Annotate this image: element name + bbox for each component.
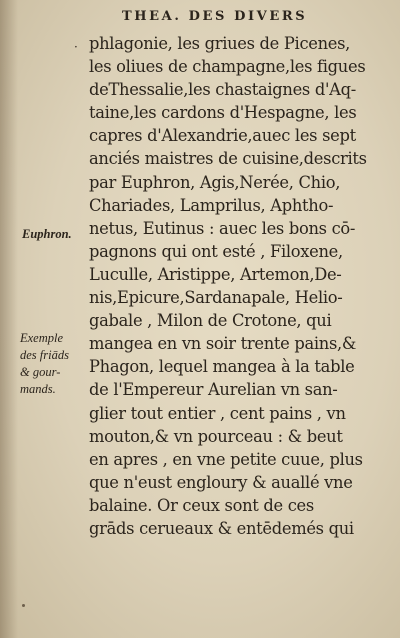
text-line: mangea en vn soir trente pains,& (89, 334, 357, 354)
text-line: gabale , Milon de Crotone, qui (89, 311, 332, 331)
text-line: Luculle, Aristippe, Artemon,De- (89, 264, 342, 284)
text-line: Phagon, lequel mangea à la table (89, 357, 355, 377)
paper-speck (22, 604, 25, 607)
text-line: capres d'Alexandrie,auec les sept (89, 126, 356, 146)
margin-note-line: des friāds (20, 348, 69, 362)
text-line: grāds cerueaux & entēdemés qui (89, 518, 354, 538)
text-line: les oliues de champagne,les figues (89, 57, 366, 77)
margin-note-line: & gour- (20, 365, 61, 379)
text-line: glier tout entier , cent pains , vn (89, 403, 346, 423)
text-line: de l'Empereur Aurelian vn san- (89, 380, 338, 400)
text-line: Chariades, Lamprilus, Aphtho- (89, 195, 334, 215)
text-line: nis,Epicure,Sardanapale, Helio- (89, 288, 343, 308)
body-text (89, 32, 391, 540)
text-line: que n'eust engloury & auallé vne (89, 472, 353, 492)
text-line: phlagonie, les griues de Picenes, (89, 34, 351, 53)
text-line: en apres , en vne petite cuue, plus (89, 449, 363, 469)
text-line: mouton,& vn pourceau : & beut (89, 426, 343, 446)
margin-note-exemple (20, 330, 69, 398)
text-line: deThessalie,les chastaignes d'Aq- (89, 80, 356, 100)
margin-note-euphron: Euphron. (22, 227, 72, 241)
running-head: THEA. DES DIVERS (122, 9, 308, 24)
binding-shadow (0, 0, 18, 638)
text-line: balaine. Or ceux sont de ces (89, 495, 314, 515)
margin-note-line: mands. (20, 382, 56, 396)
text-line: par Euphron, Agis,Nerée, Chio, (89, 172, 341, 192)
text-line: pagnons qui ont esté , Filoxene, (89, 241, 343, 261)
margin-note-line: Exemple (20, 331, 64, 345)
text-line: anciés maistres de cuisine,descrits (89, 149, 367, 169)
text-line: taine,les cardons d'Hespagne, les (89, 103, 357, 123)
text-line: netus, Eutinus : auec les bons cō- (89, 218, 356, 238)
margin-mark: · (74, 40, 78, 54)
